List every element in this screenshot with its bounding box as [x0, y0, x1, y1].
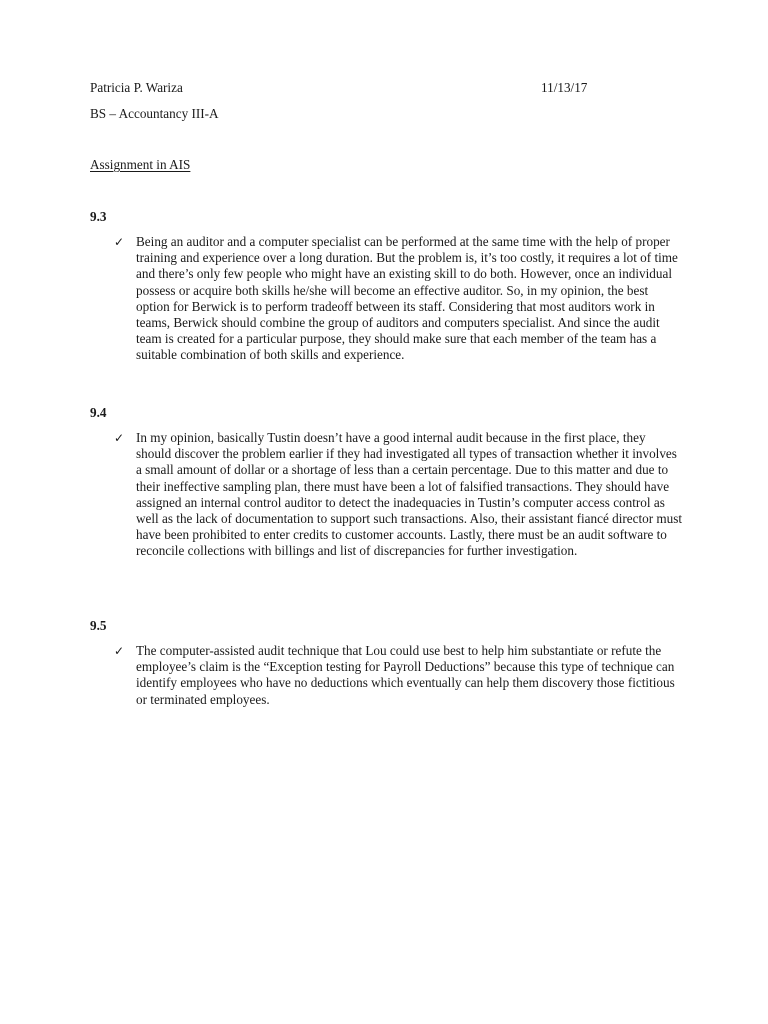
author-name: Patricia P. Wariza	[90, 80, 183, 95]
answer-text-9-4: In my opinion, basically Tustin doesn’t have a good internal audit because in the first place, they should discover the problem earlier if they had investigated all types of transaction whether it involves a small amount of dollar or a shortage of less than a certain percentage. Due to this matter and due to their ineffective sampling plan, there must have been a lot of falsified transactions. They should have assigned an internal control auditor to detect the inadequacies in Tustin’s computer access control as well as the lack of documentation to support such transactions. Also, their assistant fiancé director must have been prohibited to enter credits to customer accounts. Lastly, there must be an audit software to reconcile collections with billings and list of discrepancies for further investigation.	[136, 430, 683, 559]
document-date: 11/13/17	[541, 80, 588, 95]
answer-item-9-3	[114, 234, 684, 364]
answer-text-9-5: The computer-assisted audit technique that Lou could use best to help him substantiate or refute the employee’s claim is the “Exception testing for Payroll Deductions” because this type of technique can identify employees who have no deductions which eventually can help them discovery those fictitious or terminated employees.	[136, 643, 675, 707]
answer-text-9-3: Being an auditor and a computer specialist can be performed at the same time with the help of proper training and experience over a long duration. But the problem is, it’s too costly, it requires a lot of time and there’s only few people who might have an existing skill to do both. However, once an individual possess or acquire both skills he/she will become an effective auditor. So, in my opinion, the best option for Berwick is to perform tradeoff between its staff. Considering that most auditors work in teams, Berwick should combine the group of auditors and computers specialist. And since the audit team is created for a particular purpose, they should make sure that each member of the team has a suitable combination of both skills and experience.	[136, 234, 678, 363]
check-icon: ✓	[114, 235, 125, 249]
section-heading-9-4: 9.4	[90, 405, 107, 420]
assignment-title: Assignment in AIS	[90, 157, 191, 172]
answer-item-9-4	[114, 430, 684, 560]
section-heading-9-3: 9.3	[90, 209, 107, 224]
section-heading-9-5: 9.5	[90, 618, 107, 633]
course-section: BS – Accountancy III-A	[90, 106, 219, 121]
check-icon: ✓	[114, 431, 125, 445]
check-icon: ✓	[114, 644, 125, 658]
answer-item-9-5	[114, 643, 684, 708]
